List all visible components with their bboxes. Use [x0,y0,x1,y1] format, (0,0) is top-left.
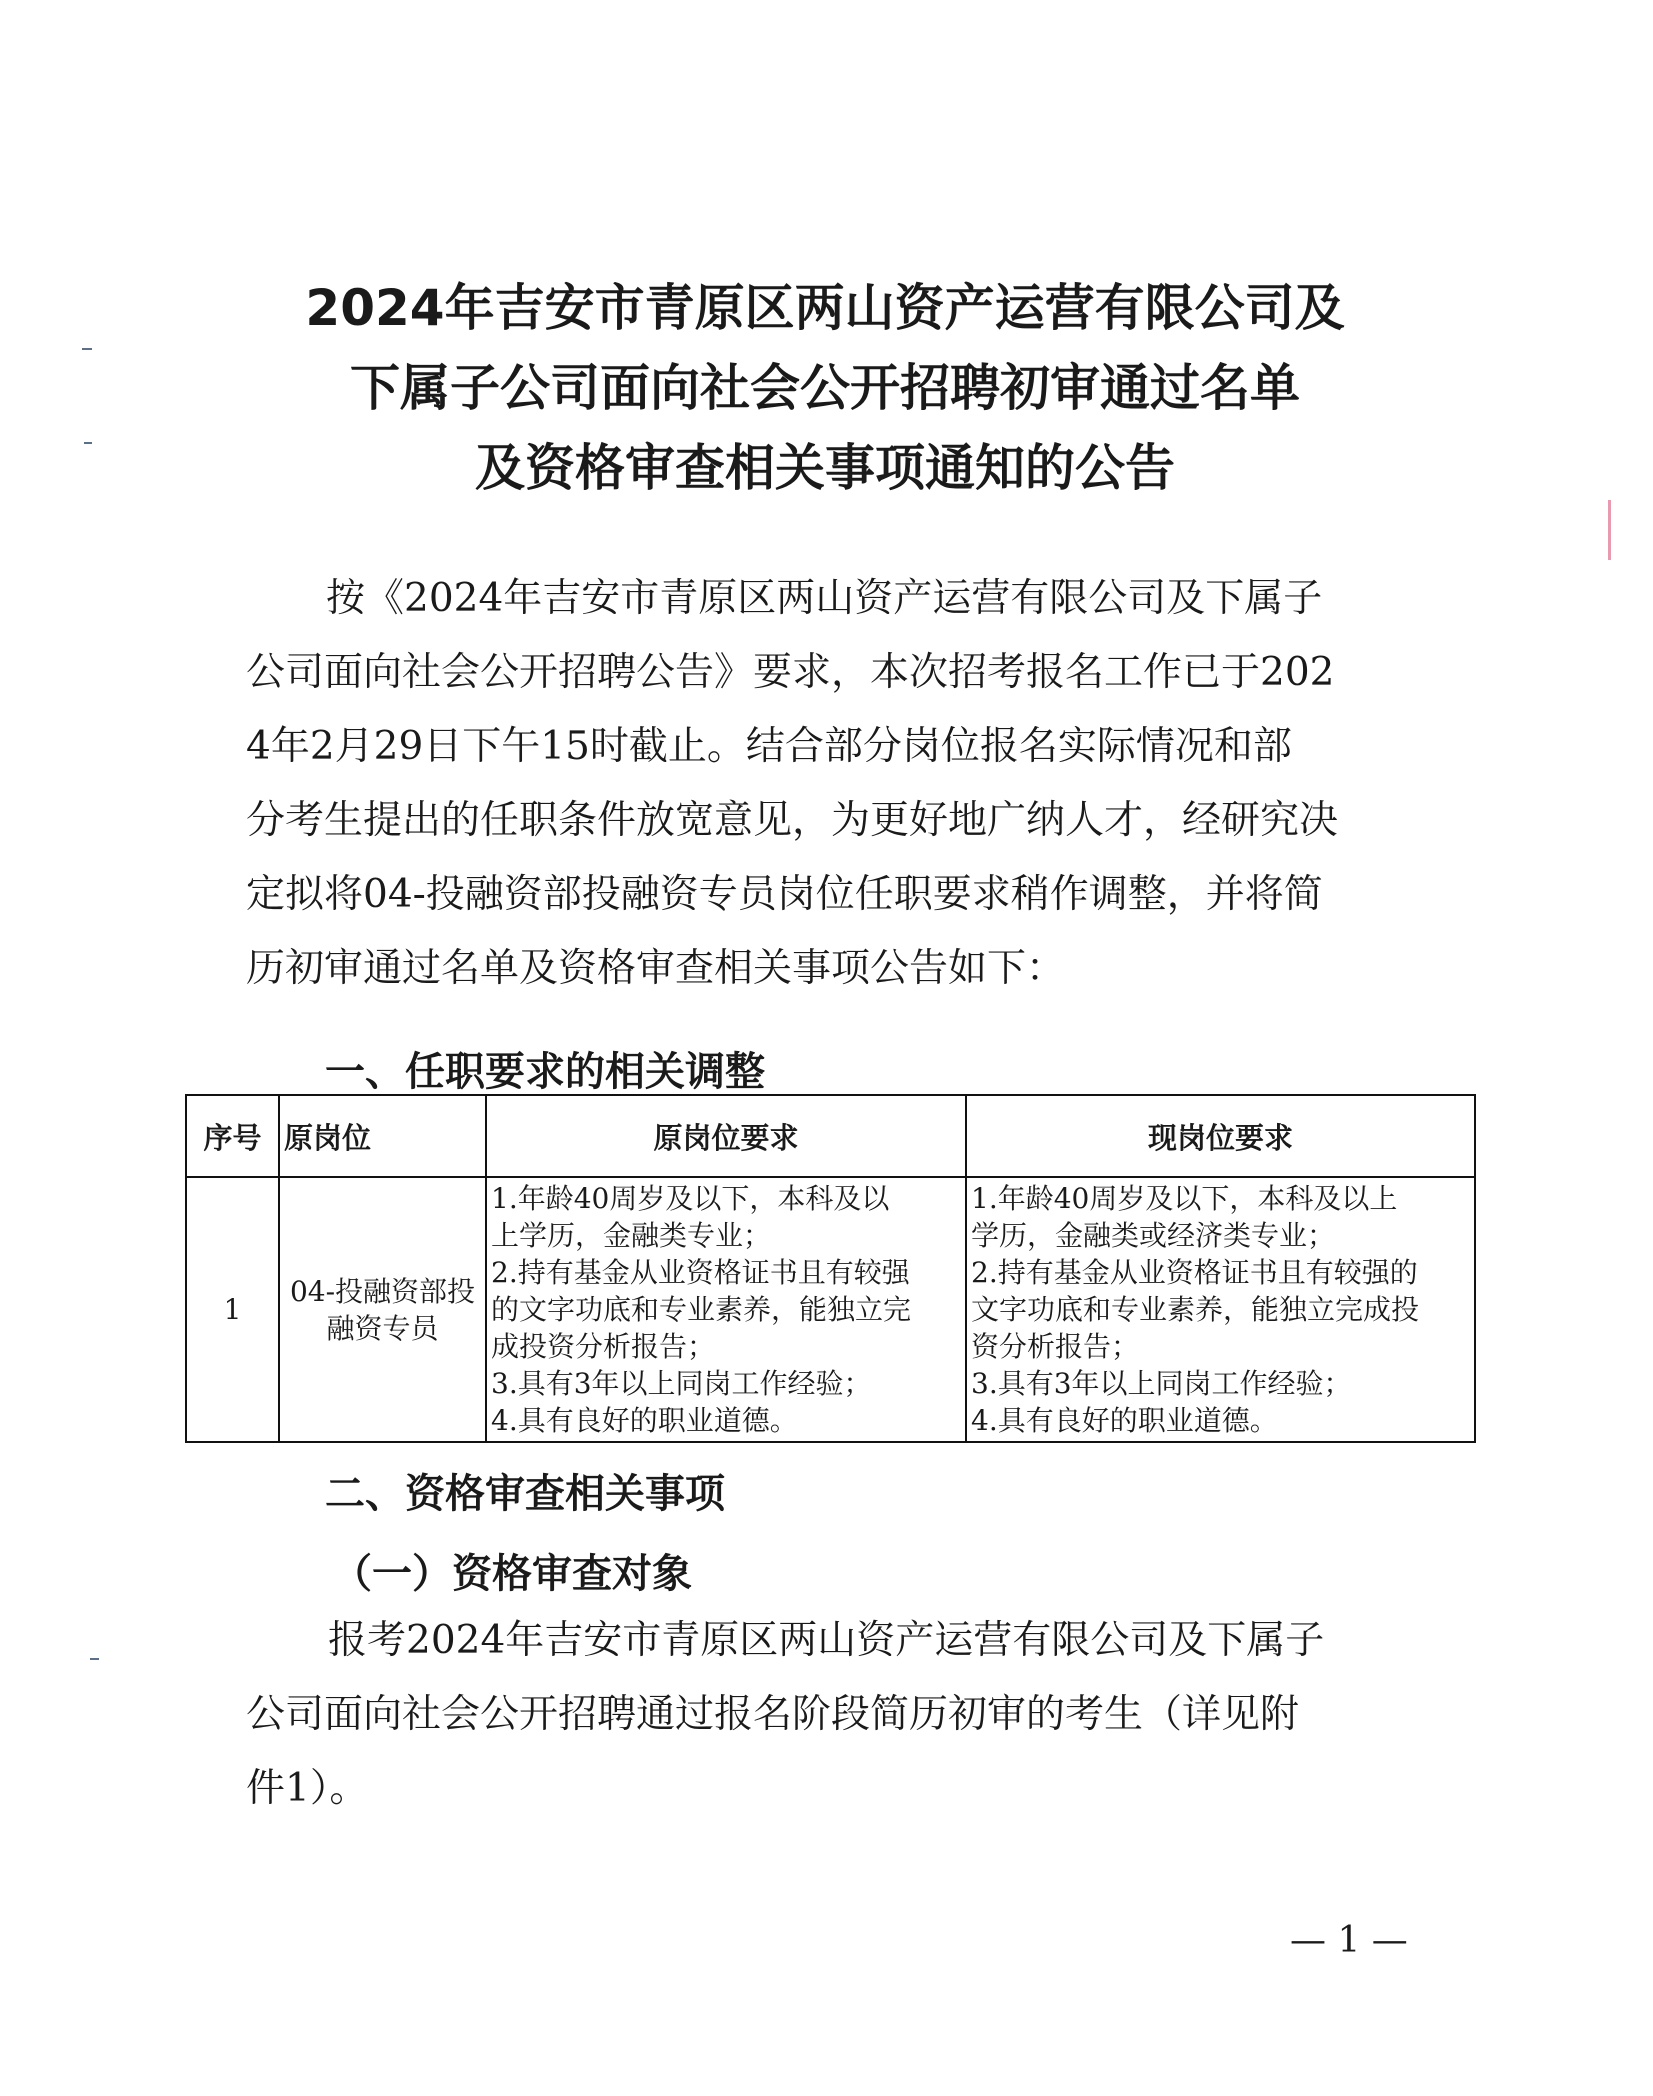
intro-line: 公司面向社会公开招聘公告》要求，本次招考报名工作已于202 [246,650,1335,695]
sub1-line: 公司面向社会公开招聘通过报名阶段简历初审的考生（详见附 [246,1692,1300,1737]
original-req-line: 4.具有良好的职业道德。 [491,1404,798,1437]
current-req-line: 2.持有基金从业资格证书且有较强的 [971,1256,1418,1289]
current-req-line: 学历，金融类或经济类专业； [971,1219,1336,1252]
section-2-heading: 二、资格审查相关事项 [325,1471,725,1517]
intro-line: 历初审通过名单及资格审查相关事项公告如下： [246,946,1066,991]
scan-speck [90,1658,99,1660]
table-row [186,1177,1475,1442]
intro-line: 定拟将04-投融资部投融资专员岗位任职要求稍作调整，并将简 [246,872,1323,917]
position-line: 04-投融资部投 [289,1274,476,1308]
header-original-requirements: 原岗位要求 [486,1095,966,1177]
current-req-line: 3.具有3年以上同岗工作经验； [971,1367,1352,1400]
original-req-line: 3.具有3年以上同岗工作经验； [491,1367,872,1400]
current-req-line: 文字功底和专业素养，能独立完成投 [971,1293,1420,1326]
intro-paragraph [246,562,1416,1006]
original-req-line: 成投资分析报告； [491,1330,716,1363]
title-line-3: 及资格审查相关事项通知的公告 [475,439,1175,497]
requirements-table [185,1094,1476,1443]
subsection-1-paragraph [246,1604,1416,1826]
current-req-line: 资分析报告； [971,1330,1140,1363]
current-req-line: 1.年龄40周岁及以下，本科及以上 [971,1182,1398,1215]
subsection-1-heading: （一）资格审查对象 [332,1550,692,1597]
row-index: 1 [186,1177,279,1442]
row-position [279,1177,486,1442]
position-line: 融资专员 [326,1311,439,1345]
row-current-requirements [966,1177,1475,1442]
page-number: — 1 — [1290,1920,1408,1961]
scan-speck [82,348,92,350]
original-req-line: 1.年龄40周岁及以下，本科及以 [491,1182,890,1215]
title-line-2: 下属子公司面向社会公开招聘初审通过名单 [350,359,1300,417]
intro-line: 分考生提出的任职条件放宽意见，为更好地广纳人才，经研究决 [246,798,1339,843]
scan-speck [84,442,92,444]
intro-line: 4年2月29日下午15时截止。结合部分岗位报名实际情况和部 [246,724,1292,769]
original-req-line: 上学历，金融类专业； [491,1219,772,1252]
section-1-heading: 一、任职要求的相关调整 [325,1049,765,1095]
intro-line: 按《2024年吉安市青原区两山资产运营有限公司及下属子 [326,576,1323,621]
table-header-row [186,1095,1475,1177]
title-line-1: 2024年吉安市青原区两山资产运营有限公司及 [305,279,1345,337]
sub1-line: 报考2024年吉安市青原区两山资产运营有限公司及下属子 [328,1618,1325,1663]
header-original-position: 原岗位 [279,1095,486,1177]
original-req-line: 的文字功底和专业素养，能独立完 [491,1293,912,1326]
original-req-line: 2.持有基金从业资格证书且有较强 [491,1256,910,1289]
sub1-line: 件1）。 [246,1766,369,1811]
header-index: 序号 [186,1095,279,1177]
current-req-line: 4.具有良好的职业道德。 [971,1404,1278,1437]
document-title [190,268,1460,508]
row-original-requirements [486,1177,966,1442]
scan-edge-mark [1608,500,1611,560]
header-current-requirements: 现岗位要求 [966,1095,1475,1177]
